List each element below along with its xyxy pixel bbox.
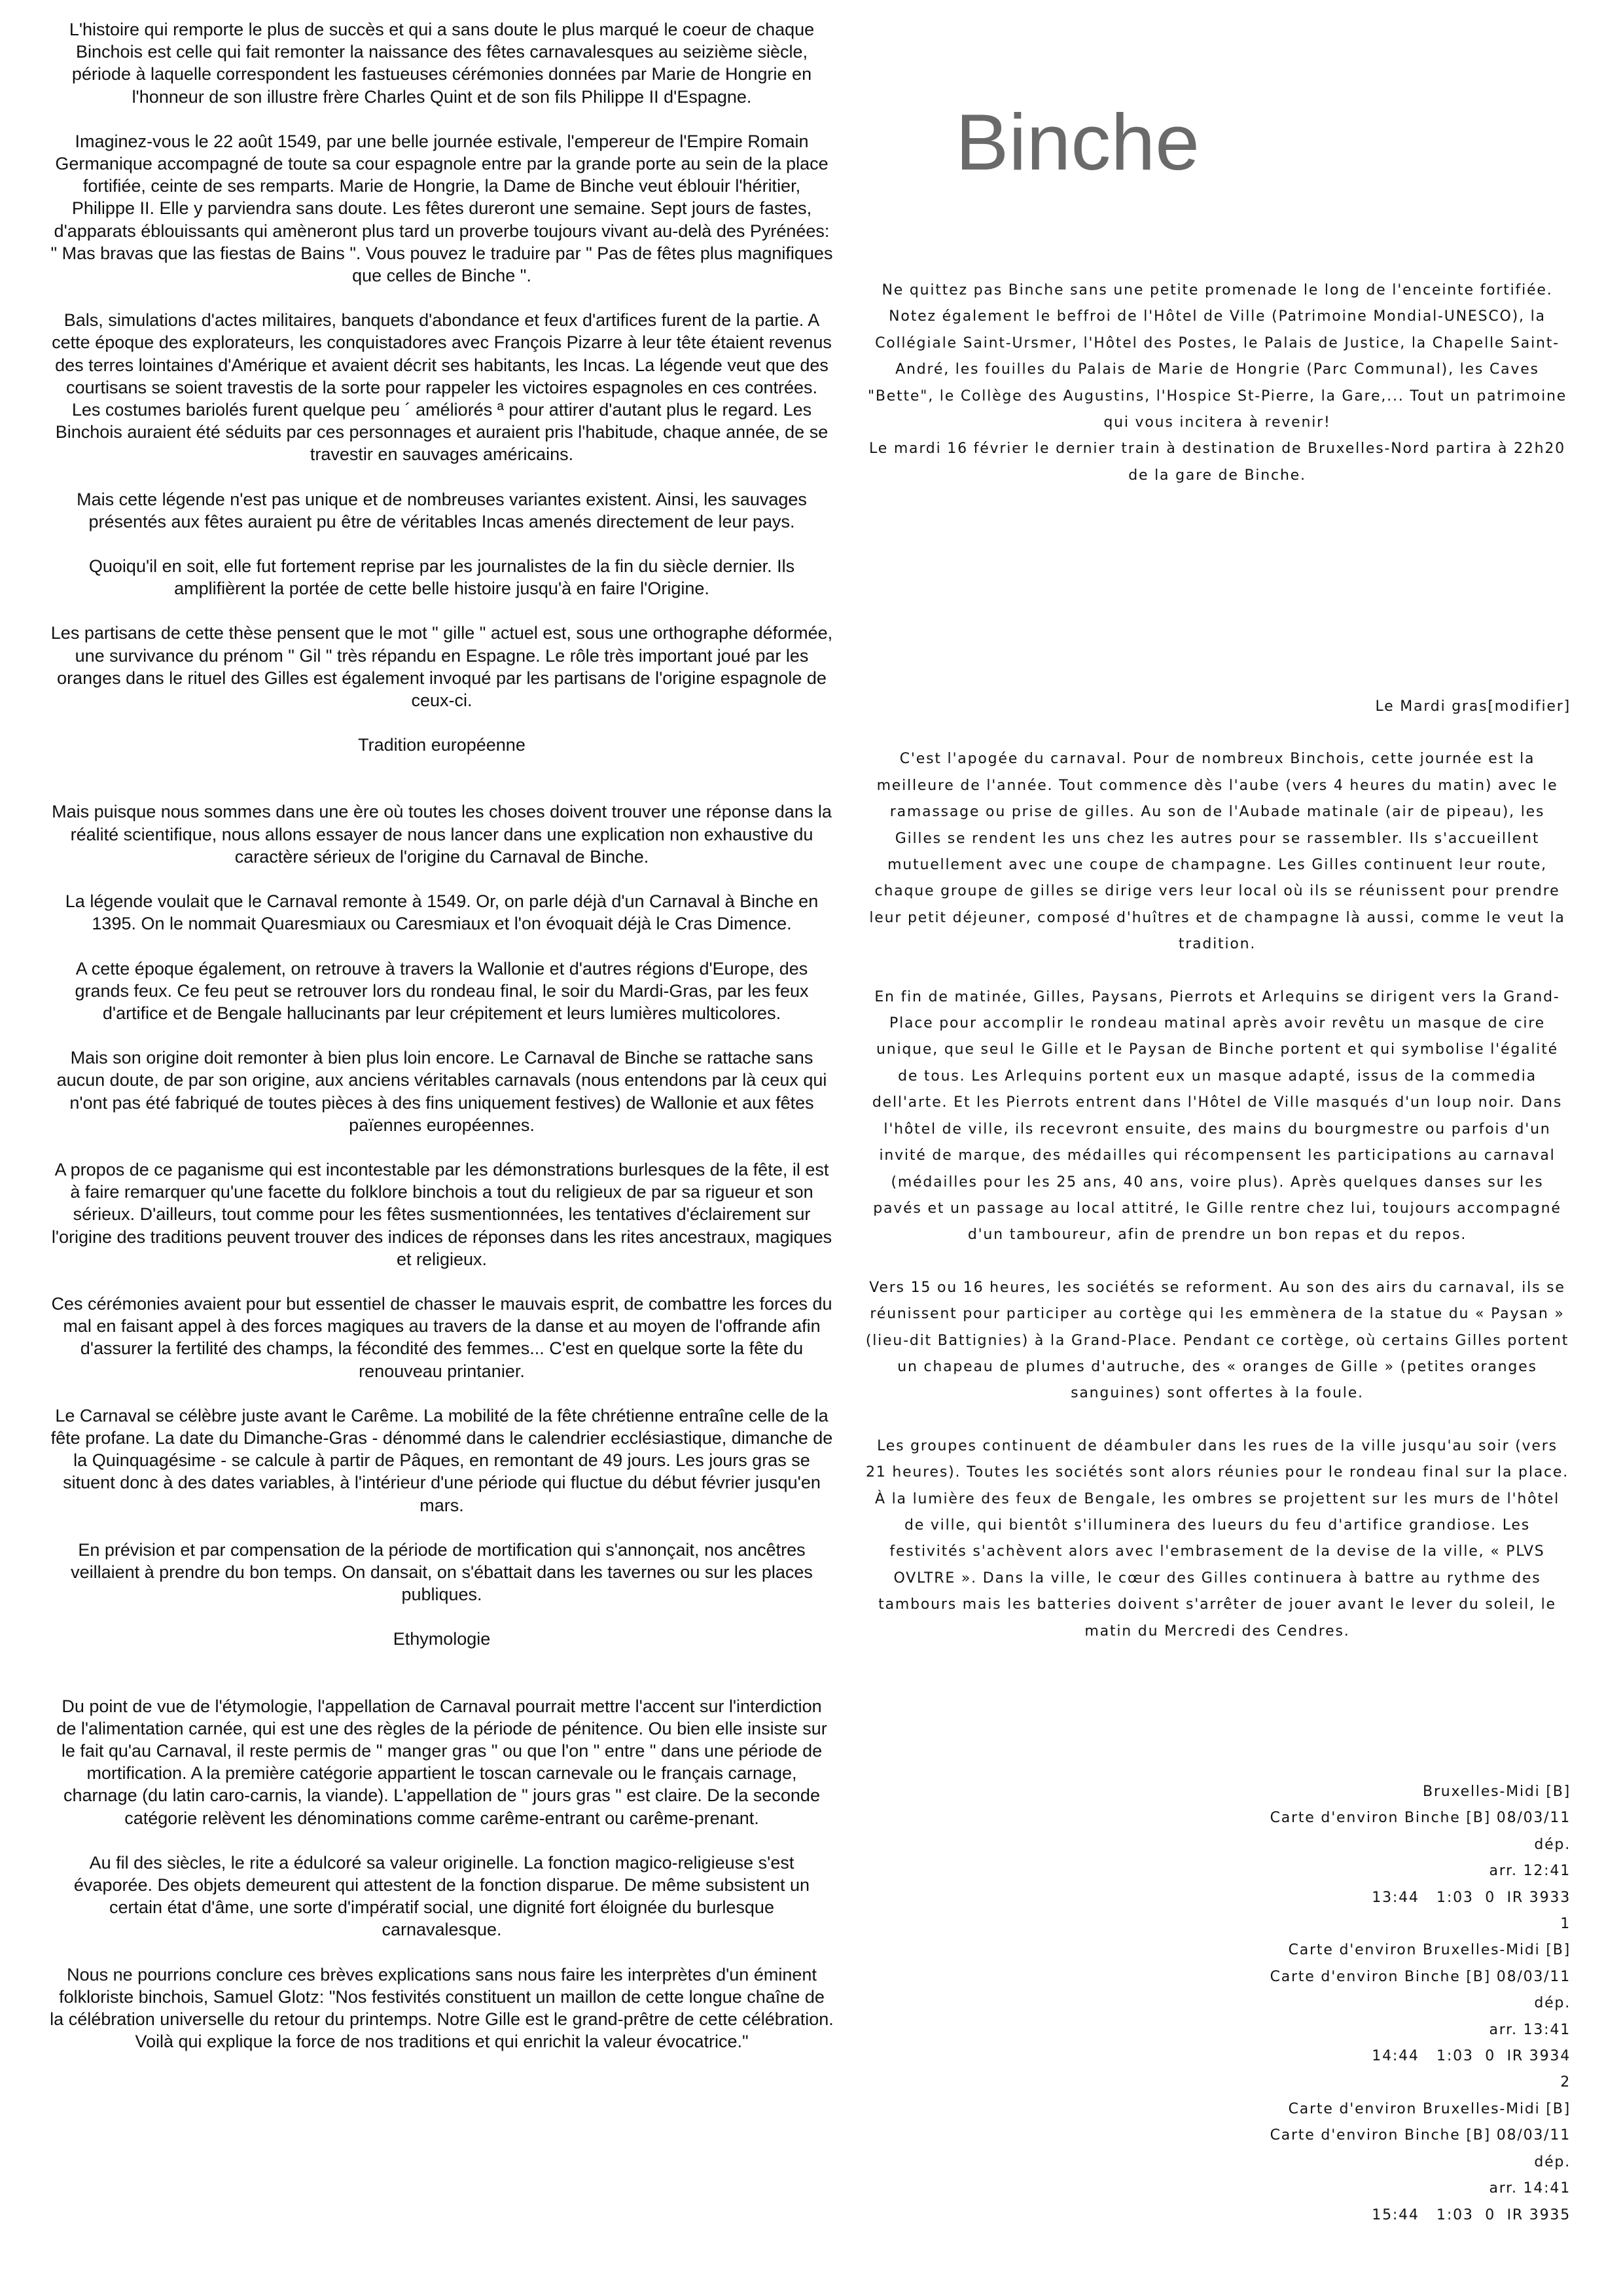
left-paragraph: En prévision et par compensation de la période de mortification qui s'annonçait, nos ancêtres veillaient à prendre du bon temps. On dansait, on s'ébattait dans les tavernes ou sur les places publiques. bbox=[71, 1539, 813, 1605]
train-line: 1 bbox=[1560, 1916, 1571, 1933]
train-line: arr. 12:41 bbox=[1489, 1863, 1571, 1880]
mardi-gras-paragraph: C'est l'apogée du carnaval. Pour de nombreux Binchois, cette journée est la meilleure de l'année. Tout commence dès l'aube (vers 4 heures du matin) avec le ramassage ou prise de gilles. Au son de l'Aubade matinale (air de pipeau), les Gilles se rendent les uns chez les autres pour se rassembler. Ils s'accueillent mutuellement avec une coupe de champagne. Les Gilles continuent leur route, chaque groupe de gilles se dirige vers leur local où ils se réunissent pour prendre leur petit déjeuner, composé d'huîtres et de champagne là aussi, comme le veut la tradition. bbox=[869, 751, 1565, 953]
train-line: Bruxelles-Midi [B] bbox=[1423, 1784, 1571, 1800]
left-paragraph: Au fil des siècles, le rite a édulcoré sa valeur originelle. La fonction magico-religieuse s'est évaporée. Des objets demeurent qui attestent de la fonction disparue. De même subsistent un certain état d'âme, une sorte d'impératif social, une dignité fort éloignée du burlesque carnavalesque. bbox=[73, 1852, 810, 1940]
left-paragraph: La légende voulait que le Carnaval remonte à 1549. Or, on parle déjà d'un Carnaval à Binche en 1395. On le nommait Quaresmiaux ou Caresmiaux et l'on évoquait déjà le Cras Dimence. bbox=[65, 891, 819, 934]
train-line: Carte d'environ Binche [B] 08/03/11 bbox=[1270, 1968, 1571, 1985]
mardi-gras-paragraph: Vers 15 ou 16 heures, les sociétés se reforment. Au son des airs du carnaval, ils se réunissent pour participer au cortège qui les emmènera de la statue du « Paysan » (lieu-dit Battignies) à la Grand-Place. Pendant ce cortège, où certains Gilles portent un chapeau de plumes d'autruche, des « oranges de Gille » (petites oranges sanguines) sont offertes à la foule. bbox=[865, 1279, 1569, 1402]
mardi-gras-paragraph: Les groupes continuent de déambuler dans les rues de la ville jusqu'au soir (vers 21 heures). Toutes les sociétés sont alors réunies pour le rondeau final sur la place. À la lumière des feux de Bengale, les ombres se projettent sur les murs de l'hôtel de ville, qui bientôt s'illuminera des lueurs du feu d'artifice grandiose. Les festivités s'achèvent alors avec l'embrasement de la devise de la ville, « PLVS OVLTRE ». Dans la ville, le cœur des Gilles continuera à battre au rythme des tambours mais les batteries doivent s'arrêter de jouer avant le lever du soleil, le matin du Mercredi des Cendres. bbox=[865, 1437, 1569, 1640]
train-line: Carte d'environ Binche [B] 08/03/11 bbox=[1270, 2127, 1571, 2144]
intro-paragraph: Ne quittez pas Binche sans une petite promenade le long de l'enceinte fortifiée. Notez également le beffroi de l'Hôtel de Ville (Patrimoine Mondial-UNESCO), la Collégiale Saint-Ursmer, l'Hôtel des Postes, le Palais de Justice, la Chapelle Saint-André, les fouilles du Palais de Marie de Hongrie (Parc Communal), les Caves "Bette", le Collège des Augustins, l'Hospice St-Pierre, la Gare,... Tout un patrimoine qui vous incitera à revenir! bbox=[867, 282, 1567, 431]
train-line: 15:44 1:03 0 IR 3935 bbox=[1372, 2206, 1571, 2223]
section-heading-tradition: Tradition européenne bbox=[358, 735, 526, 755]
mardi-gras-section bbox=[864, 694, 1571, 1671]
left-paragraph: Ces cérémonies avaient pour but essentiel de chasser le mauvais esprit, de combattre les forces du mal en faisant appel à des forces magiques au travers de la danse et au moyen de l'offrande afin d'assurer la fertilité des champs, la fécondité des femmes... C'est en quelque sorte la fête du renouveau printanier. bbox=[51, 1293, 832, 1381]
left-paragraph: Mais puisque nous sommes dans une ère où toutes les choses doivent trouver une réponse dans la réalité scientifique, nous allons essayer de nous lancer dans une explication non exhaustive du caractère sérieux de l'origine du Carnaval de Binche. bbox=[52, 802, 832, 867]
train-line: 13:44 1:03 0 IR 3933 bbox=[1372, 1889, 1571, 1906]
train-schedule bbox=[1178, 1779, 1571, 2229]
train-line: dép. bbox=[1534, 1995, 1571, 2012]
left-paragraph: Bals, simulations d'actes militaires, banquets d'abondance et feux d'artifices furent de la partie. A cette époque des explorateurs, les conquistadores avec François Pizarre à leur tête étaient revenus des terres lointaines d'Amérique et avaient décrit ses habitants, les Incas. La légende veut que des courtisans se soient travestis de la sorte pour rappeler les victoires espagnoles en ces contrées. Les costumes bariolés furent quelque peu ´ améliorés ª pour attirer d'autant plus le regard. Les Binchois auraient été séduits par ces personnages et auraient pris l'habitude, chaque année, de se travestir en sauvages américains. bbox=[52, 310, 832, 465]
left-paragraph: A propos de ce paganisme qui est incontestable par les démonstrations burlesques de la fête, il est à faire remarquer qu'une facette du folklore binchois a tout du religieux de par sa rigueur et son sérieux. D'ailleurs, tout comme pour les fêtes susmentionnées, les tentatives d'éclairement sur l'origine des traditions peuvent trouver des indices de réponses dans les rites ancestraux, magiques et religieux. bbox=[51, 1159, 832, 1269]
left-paragraph: Quoiqu'il en soit, elle fut fortement reprise par les journalistes de la fin du siècle dernier. Ils amplifièrent la portée de cette belle histoire jusqu'à en faire l'Origine. bbox=[88, 556, 795, 599]
left-paragraph: Les partisans de cette thèse pensent que le mot " gille " actuel est, sous une orthographe déformée, une survivance du prénom " Gil " très répandu en Espagne. Le rôle très important joué par les oranges dans le rituel des Gilles est également invoqué par les partisans de l'origine espagnole de ceux-ci. bbox=[50, 623, 833, 711]
intro-train-note: Le mardi 16 février le dernier train à destination de Bruxelles-Nord partira à 22h20 de la gare de Binche. bbox=[869, 440, 1565, 484]
left-paragraph: Du point de vue de l'étymologie, l'appellation de Carnaval pourrait mettre l'accent sur l'interdiction de l'alimentation carnée, qui est une des règles de la période de pénitence. Ou bien elle insiste sur le fait qu'au Carnaval, il reste permis de " manger gras " ou que l'on " entre " dans une période de mortification. A la première catégorie appartient le toscan carnevale ou le français carnage, charnage (du latin caro-carnis, la viande). L'appellation de " jours gras " est claire. De la seconde catégorie relèvent les dénominations comme carême-entrant ou carême-prenant. bbox=[56, 1696, 827, 1828]
train-line: Carte d'environ Bruxelles-Midi [B] bbox=[1288, 2100, 1571, 2117]
left-column bbox=[50, 18, 834, 2075]
train-line: 2 bbox=[1560, 2074, 1571, 2091]
intro-block bbox=[864, 278, 1571, 489]
left-paragraph: Imaginez-vous le 22 août 1549, par une belle journée estivale, l'empereur de l'Empire Romain Germanique accompagné de toute sa cour espagnole entre par la grande porte au sein de la place fortifiée, ceinte de ses remparts. Marie de Hongrie, la Dame de Binche veut éblouir l'héritier, Philippe II. Elle y parviendra sans doute. Les fêtes dureront une semaine. Sept jours de fastes, d'apparats éblouissants qui amèneront plus tard un proverbe toujours vivant au-delà des Pyrénées: " Mas bravas que las fiestas de Bains ". Vous pouvez le traduire par " Pas de fêtes plus magnifiques que celles de Binche ". bbox=[50, 131, 833, 286]
train-line: Carte d'environ Bruxelles-Midi [B] bbox=[1288, 1942, 1571, 1959]
section-heading-ethymologie: Ethymologie bbox=[393, 1629, 491, 1649]
left-paragraph: L'histoire qui remporte le plus de succès et qui a sans doute le plus marqué le coeur de chaque Binchois est celle qui fait remonter la naissance des fêtes carnavalesques au seizième siècle, période à laquelle correspondent les fastueuses cérémonies données par Marie de Hongrie en l'honneur de son illustre frère Charles Quint et de son fils Philippe II d'Espagne. bbox=[69, 20, 815, 107]
train-line: dép. bbox=[1534, 1836, 1571, 1853]
page-title: Binche bbox=[955, 98, 1200, 187]
left-paragraph: Nous ne pourrions conclure ces brèves explications sans nous faire les interprètes d'un éminent folkloriste binchois, Samuel Glotz: "Nos festivités constituent un maillon de cette longue chaîne de la célébration universelle du retour du printemps. Notre Gille est le grand-prêtre de cette célébration. Voilà qui explique la force de nos traditions et qui enrichit la valeur évocatrice." bbox=[50, 1964, 834, 2052]
left-paragraph: Mais cette légende n'est pas unique et de nombreuses variantes existent. Ainsi, les sauvages présentés aux fêtes auraient pu être de véritables Incas amenés directement de leur pays. bbox=[77, 489, 807, 531]
train-line: dép. bbox=[1534, 2153, 1571, 2170]
mardi-gras-heading: Le Mardi gras[modifier] bbox=[1375, 698, 1571, 715]
train-line: arr. 14:41 bbox=[1489, 2180, 1571, 2197]
train-line: Carte d'environ Binche [B] 08/03/11 bbox=[1270, 1810, 1571, 1827]
left-paragraph: Mais son origine doit remonter à bien plus loin encore. Le Carnaval de Binche se rattache sans aucun doute, de par son origine, aux anciens véritables carnavals (nous entendons par là ceux qui n'ont pas été fabriqué de toutes pièces à des fins uniquement festives) de Wallonie et aux fêtes païennes européennes. bbox=[56, 1048, 827, 1135]
train-line: 14:44 1:03 0 IR 3934 bbox=[1372, 2048, 1571, 2065]
left-paragraph: Le Carnaval se célèbre juste avant le Carême. La mobilité de la fête chrétienne entraîne celle de la fête profane. La date du Dimanche-Gras - dénommé dans le calendrier ecclésiastique, dimanche de la Quinquagésime - se calcule à partir de Pâques, en remontant de 49 jours. Les jours gras se situent donc à des dates variables, à l'intérieur d'une période qui fluctue du début février jusqu'en mars. bbox=[50, 1405, 833, 1515]
train-line: arr. 13:41 bbox=[1489, 2021, 1571, 2038]
mardi-gras-paragraph: En fin de matinée, Gilles, Paysans, Pierrots et Arlequins se dirigent vers la Grand-Place pour accomplir le rondeau matinal après avoir revêtu un masque de cire unique, que seul le Gille et le Paysan de Binche portent et qui symbolise l'égalité de tous. Les Arlequins portent eux un masque adapté, issus de la commedia dell'arte. Et les Pierrots entrent dans l'Hôtel de Ville masqués d'un loup noir. Dans l'hôtel de ville, ils recevront ensuite, des mains du bourgmestre ou parfois d'un invité de marque, des médailles qui récompensent les participations au carnaval (médailles pour les 25 ans, 40 ans, voire plus). Après quelques danses sur les pavés et un passage au local attitré, le Gille rentre chez lui, toujours accompagné d'un tamboureur, afin de prendre un bon repas et du repos. bbox=[872, 988, 1563, 1244]
left-paragraph: A cette époque également, on retrouve à travers la Wallonie et d'autres régions d'Europe, des grands feux. Ce feu peut se retrouver lors du rondeau final, le soir du Mardi-Gras, par les feux d'artifice et de Bengale hallucinants par leur crépitement et leurs lumières multicolores. bbox=[75, 958, 809, 1023]
